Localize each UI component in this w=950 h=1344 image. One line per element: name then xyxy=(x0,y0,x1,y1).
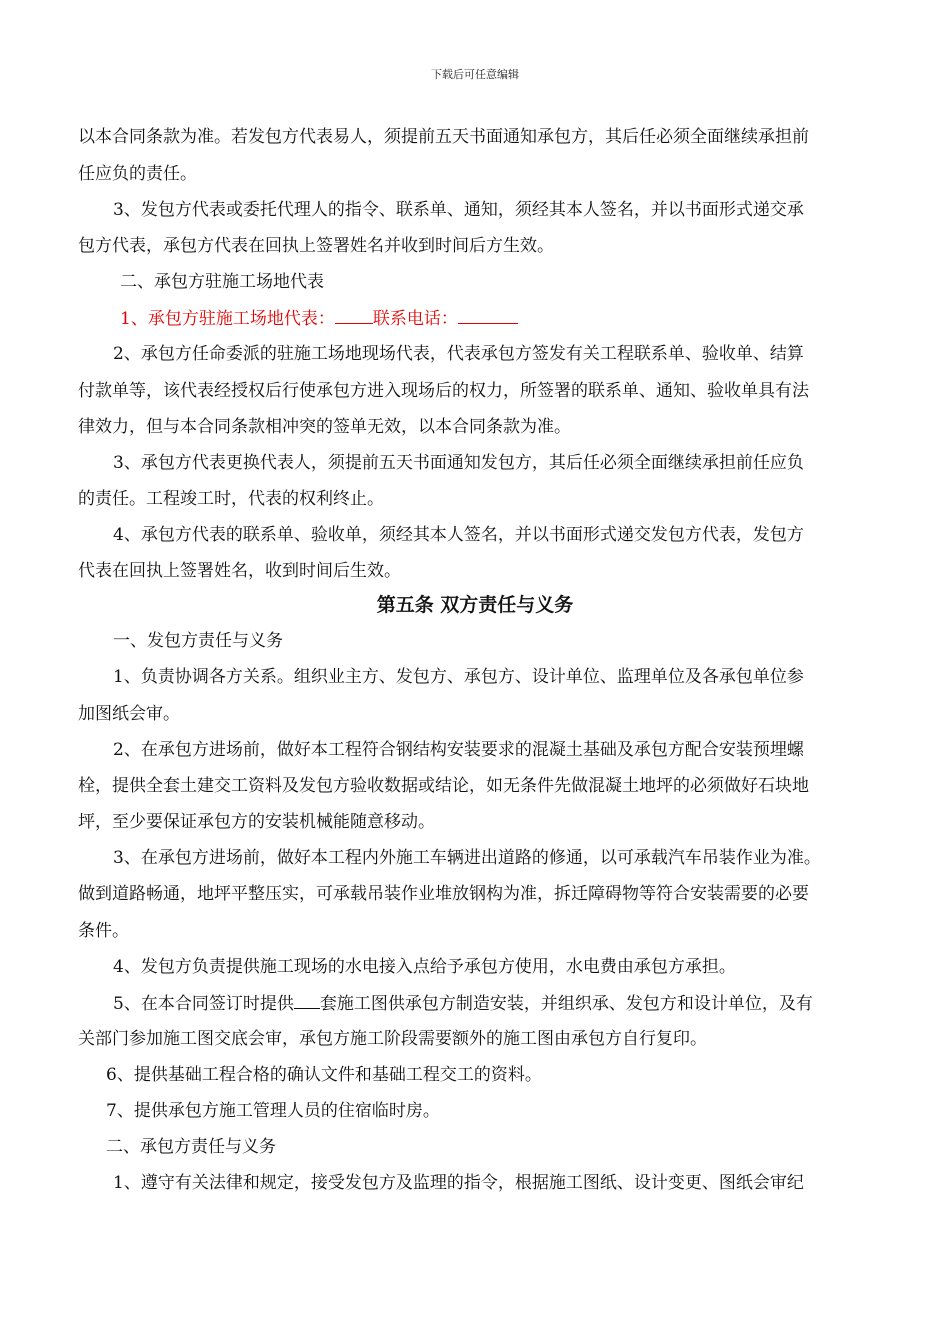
paragraph-line: 付款单等，该代表经授权后行使承包方进入现场后的权力，所签署的联系单、通知、验收单具有法 xyxy=(78,381,809,401)
paragraph-line: 加图纸会审。 xyxy=(78,704,180,724)
paragraph-line: 3、发包方代表或委托代理人的指令、联系单、通知，须经其本人签名，并以书面形式递交承 xyxy=(113,200,804,220)
paragraph-line: 栓，提供全套土建交工资料及发包方验收数据或结论，如无条件先做混凝土地坪的必须做好石块地 xyxy=(78,776,809,796)
paragraph-line: 以本合同条款为准。若发包方代表易人，须提前五天书面通知承包方，其后任必须全面继续承担前 xyxy=(78,127,809,147)
paragraph-line xyxy=(113,992,813,1015)
paragraph-line: 包方代表，承包方代表在回执上签署姓名并收到时间后方生效。 xyxy=(78,236,554,256)
paragraph-line: 2、在承包方进场前，做好本工程符合钢结构安装要求的混凝土基础及承包方配合安装预埋螺 xyxy=(113,740,804,760)
paragraph-line: 的责任。工程竣工时，代表的权利终止。 xyxy=(78,489,384,509)
subsection-heading: 二、承包方责任与义务 xyxy=(106,1137,276,1157)
drawing-sets-text: 套施工图供承包方制造安装，并组织承、发包方和设计单位，及有 xyxy=(319,994,813,1014)
subsection-heading: 一、发包方责任与义务 xyxy=(113,631,283,651)
paragraph-line: 1、遵守有关法律和规定，接受发包方及监理的指令，根据施工图纸、设计变更、图纸会审纪 xyxy=(113,1173,804,1193)
phone-blank[interactable] xyxy=(458,307,518,324)
paragraph-line: 4、发包方负责提供施工现场的水电接入点给予承包方使用，水电费由承包方承担。 xyxy=(113,957,736,977)
paragraph-line: 坪，至少要保证承包方的安装机械能随意移动。 xyxy=(78,812,435,832)
drawing-sets-blank[interactable] xyxy=(294,992,320,1009)
paragraph-line: 7、提供承包方施工管理人员的住宿临时房。 xyxy=(106,1101,440,1121)
site-rep-label: 1、承包方驻施工场地代表： xyxy=(120,309,335,329)
paragraph-line: 律效力，但与本合同条款相冲突的签单无效，以本合同条款为准。 xyxy=(78,417,571,437)
paragraph-line: 1、负责协调各方关系。组织业主方、发包方、承包方、设计单位、监理单位及各承包单位参 xyxy=(113,667,804,687)
paragraph-line: 2、承包方任命委派的驻施工场地现场代表，代表承包方签发有关工程联系单、验收单、结算 xyxy=(113,344,804,364)
drawing-sets-label: 5、在本合同签订时提供 xyxy=(113,994,294,1014)
paragraph-line: 做到道路畅通，地坪平整压实，可承载吊装作业堆放钢构为准，拆迁障碍物等符合安装需要的必要 xyxy=(78,884,809,904)
phone-label: 联系电话： xyxy=(372,309,458,329)
subsection-heading: 二、承包方驻施工场地代表 xyxy=(120,272,324,292)
paragraph-line: 任应负的责任。 xyxy=(78,164,197,184)
section-title: 第五条 双方责任与义务 xyxy=(376,594,574,616)
paragraph-line: 3、在承包方进场前，做好本工程内外施工车辆进出道路的修通，以可承载汽车吊装作业为准。 xyxy=(113,848,821,868)
contact-line xyxy=(120,307,518,330)
paragraph-line: 3、承包方代表更换代表人，须提前五天书面通知发包方，其后任必须全面继续承担前任应负 xyxy=(113,453,804,473)
paragraph-line: 代表在回执上签署姓名，收到时间后生效。 xyxy=(78,561,401,581)
paragraph-line: 4、承包方代表的联系单、验收单，须经其本人签名，并以书面形式递交发包方代表，发包方 xyxy=(113,525,804,545)
site-rep-blank[interactable] xyxy=(335,307,373,324)
paragraph-line: 条件。 xyxy=(78,921,129,941)
paragraph-line: 关部门参加施工图交底会审，承包方施工阶段需要额外的施工图由承包方自行复印。 xyxy=(78,1029,707,1049)
paragraph-line: 6、提供基础工程合格的确认文件和基础工程交工的资料。 xyxy=(106,1065,542,1085)
page-header: 下载后可任意编辑 xyxy=(431,68,519,81)
